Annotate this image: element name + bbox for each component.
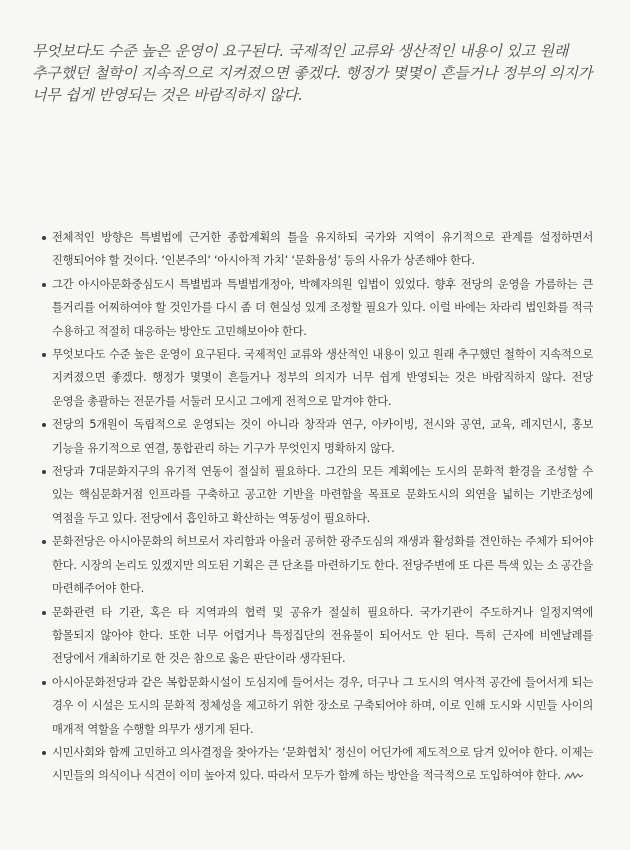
bullet-text: 무엇보다도 수준 높은 운영이 요구된다. 국제적인 교류와 생산적인 내용이 있고 원래 추구했던 철학이 지속적으로 지켜졌으면 좋겠다. 행정가 몇몇이 흔들거나 정부의 의지가 너무 쉽게 반영되는 것은 바람직하지 않다. 전당 운영을 총괄하는 전문가를 서둘러 모시고 그에게 전적으로 맡겨야 한다. [52,348,593,408]
bullet-dot [42,353,46,357]
bullet-item [40,601,593,671]
bullet-dot [42,751,46,755]
bullet-item [40,273,593,343]
bullet-dot [42,423,46,427]
bullet-dot [42,470,46,474]
bullet-text: 시민사회와 함께 고민하고 의사결정을 찾아가는 ‘문화협치’ 정신이 어딘가에 제도적으로 담겨 있어야 한다. 이제는 시민들의 의식이나 식견이 이미 높아져 있다. 따라서 모두가 함께 하는 방안을 적극적으로 도입하여야 한다. [52,745,593,783]
bullet-item [40,226,593,273]
bullet-dot [42,236,46,240]
bullet-text: 전당의 5개원이 독립적으로 운영되는 것이 아니라 창작과 연구, 아카이빙, 전시와 공연, 교육, 레지던시, 홍보 기능을 유기적으로 연결, 통합관리 하는 기구가 무엇인지 명확하지 않다. [52,418,593,455]
bullet-dot [42,283,46,287]
bullet-text: 문화관련 타 기관, 혹은 타 지역과의 협력 및 공유가 절실히 필요하다. 국가기관이 주도하거나 일정지역에 함몰되지 않아야 한다. 또한 너무 어렵거나 특정집단의 전유물이 되어서도 안 된다. 특히 근자에 비엔날레를 전당에서 개최하기로 한 것은 참으로 옳은 판단이라 생각된다. [52,605,593,666]
bullet-text: 문화전당은 아시아문화의 허브로서 자리함과 아울러 공허한 광주도심의 재생과 활성화를 견인하는 주체가 되어야 한다. 시장의 논리도 있겠지만 의도된 기획은 큰 단초를 마련하기도 한다. 전당주변에 또 다른 특색 있는 소 공간을 마련해주어야 한다. [52,535,593,596]
bullet-item [40,671,593,741]
bullet-item [40,530,593,600]
bullet-dot [42,681,46,685]
signature-mark [564,771,584,781]
bullet-item [40,460,593,530]
bullet-item [40,741,593,788]
bullet-text: 전당과 7대문화지구의 유기적 연동이 절실히 필요하다. 그간의 모든 계획에는 도시의 문화적 환경을 조성할 수 있는 핵심문화거점 인프라를 구축하고 공고한 기반을 마련함을 목표로 문화도시의 외연을 넓히는 기반조성에 역점을 두고 있다. 전당에서 흡인하고 확산하는 역동성이 필요하다. [52,465,593,525]
bullet-item [40,413,593,460]
bullet-text: 그간 아시아문화중심도시 특별법과 특별법개정아, 박혜자의원 입법이 있었다. 향후 전당의 운영을 가름하는 큰 틀거리를 어찌하여야 할 것인가를 다시 좀 더 현실성 있게 조정할 필요가 있다. 이럴 바에는 차라리 법인화를 적극 수용하고 적절히 대응하는 방안도 고민해보아야 한다. [52,277,593,338]
pull-quote: 무엇보다도 수준 높은 운영이 요구된다. 국제적인 교류와 생산적인 내용이 있고 원래 추구했던 철학이 지속적으로 지켜졌으면 좋겠다. 행정가 몇몇이 흔들거나 정부의 의지가 너무 쉽게 반영되는 것은 바람직하지 않다. [32,42,593,104]
bullet-item [40,343,593,413]
bullet-text: 아시아문화전당과 같은 복합문화시설이 도심지에 들어서는 경우, 더구나 그 도시의 역사적 공간에 들어서게 되는 경우 이 시설은 도시의 문화적 정체성을 제고하기 위한 장소로 구축되어야 하며, 이로 인해 도시와 시민들 사이의 매개적 역할을 수행할 의무가 생기게 된다. [52,675,593,736]
bullet-dot [42,611,46,615]
bullet-list [40,226,593,788]
bullet-dot [42,540,46,544]
bullet-text: 전체적인 방향은 특별법에 근거한 종합계획의 틀을 유지하되 국가와 지역이 유기적으로 관계를 설정하면서 진행되어야 할 것이다. ‘인본주의’ ‘아시아적 가치’ ‘문화융성’ 등의 사유가 상존해야 한다. [52,231,593,268]
